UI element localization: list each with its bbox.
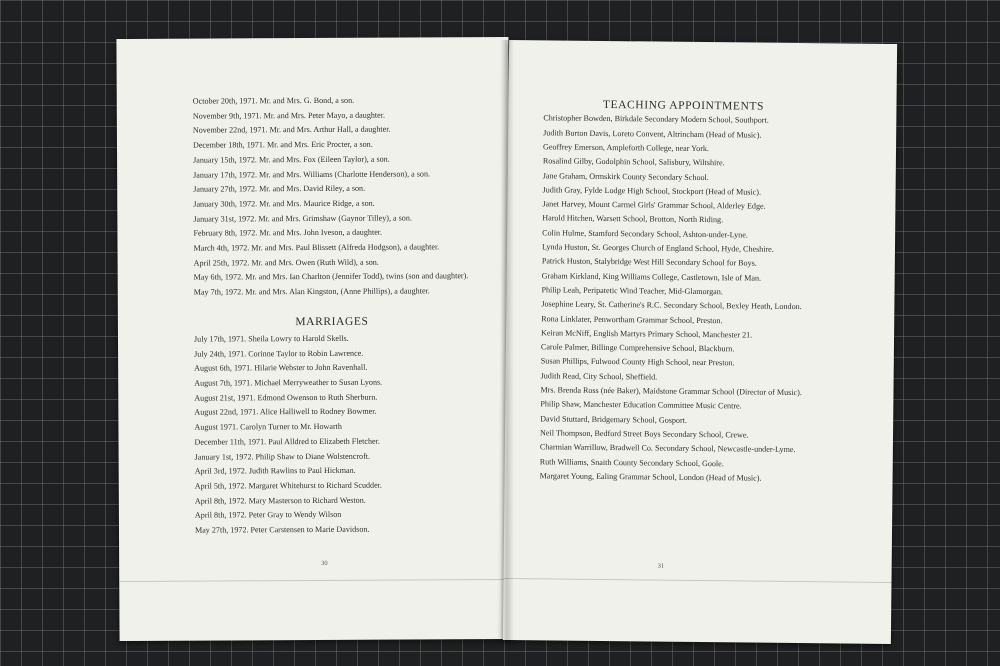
appointment-entry: Susan Phillips, Fulwood County High School, near Preston. xyxy=(540,356,735,368)
birth-entry: November 22nd, 1971. Mr. and Mrs. Arthur Hall, a daughter. xyxy=(192,125,391,136)
appointment-entry: David Stuttard, Bridgemary School, Gosport. xyxy=(540,413,688,425)
marriage-entry: July 24th, 1971. Corinne Taylor to Robin Lawrence. xyxy=(194,348,364,359)
birth-entry: January 31st, 1972. Mr. and Mrs. Grimshaw (Gaynor Tilley), a son. xyxy=(193,213,412,224)
marriages-list xyxy=(194,333,471,536)
left-page-content xyxy=(193,95,471,540)
right-page-content xyxy=(539,99,823,488)
appointment-entry: Harold Hitchen, Warsett School, Brotton, North Riding. xyxy=(542,213,724,225)
marriages-heading: MARRIAGES xyxy=(295,315,369,328)
marriage-entry: August 1971. Carolyn Turner to Mr. Howarth xyxy=(194,422,342,432)
appointment-entry: Carole Palmer, Billinge Comprehensive School, Blackburn. xyxy=(540,342,735,354)
appointment-entry: Colin Hulme, Stamford Secondary School, Ashton-under-Lyne. xyxy=(542,228,748,240)
birth-entry: April 25th, 1972. Mr. and Mrs. Owen (Ruth Wild), a son. xyxy=(193,257,379,268)
marriage-entry: August 7th, 1971. Michael Merryweather to Susan Lyons. xyxy=(194,377,383,388)
right-page xyxy=(503,40,897,644)
marriage-entry: July 17th, 1971. Sheila Lowry to Harold Skells. xyxy=(193,333,349,344)
left-page-number: 30 xyxy=(321,559,328,567)
birth-entry: May 6th, 1972. Mr. and Mrs. Ian Charlton (Jennifer Todd), twins (son and daughter). xyxy=(193,271,469,283)
marriage-entry: May 27th, 1972. Peter Carstensen to Marie Davidson. xyxy=(194,524,370,535)
appointment-entry: Ruth Williams, Snaith County Secondary School, Goole. xyxy=(539,456,724,468)
appointment-entry: Philip Shaw, Manchester Education Committee Music Centre. xyxy=(540,399,742,411)
booklet-spine xyxy=(500,40,514,640)
marriage-entry: December 11th, 1971. Paul Alldred to Elizabeth Fletcher. xyxy=(194,436,380,447)
birth-entry: December 18th, 1971. Mr. and Mrs. Eric Procter, a son. xyxy=(192,139,373,150)
birth-entry: January 17th, 1972. Mr. and Mrs. Williams (Charlotte Henderson), a son. xyxy=(193,168,431,180)
marriage-entry: August 6th, 1971. Hilarie Webster to John Ravenhall. xyxy=(194,363,368,373)
appointment-entry: Judith Gray, Fylde Lodge High School, Stockport (Head of Music). xyxy=(542,185,762,197)
appointments-list xyxy=(540,114,824,485)
appointment-entry: Judith Read, City School, Sheffield. xyxy=(540,371,658,382)
marriage-entry: August 22nd, 1971. Alice Halliwell to Rodney Bowmer. xyxy=(194,407,377,418)
appointment-entry: Christopher Bowden, Birkdale Secondary Modern School, Southport. xyxy=(543,113,769,126)
marriage-entry: April 3rd, 1972. Judith Rawlins to Paul Hickman. xyxy=(194,466,356,476)
appointment-entry: Mrs. Brenda Ross (née Baker), Maidstone Grammar School (Director of Music). xyxy=(540,385,802,398)
birth-entry: November 9th, 1971. Mr. and Mrs. Peter Mayo, a daughter. xyxy=(192,110,386,121)
teaching-appointments-heading: TEACHING APPOINTMENTS xyxy=(602,98,765,113)
appointment-entry: Philip Leah, Peripatetic Wind Teacher, Mid-Glamorgan. xyxy=(541,285,723,297)
births-list xyxy=(193,95,470,298)
marriage-entry: April 8th, 1972. Peter Gray to Wendy Wilson xyxy=(194,510,342,521)
appointment-entry: Josephine Leary, St. Catherine's R.C. Secondary School, Bexley Heath, London. xyxy=(541,299,802,312)
appointment-entry: Patrick Huston, Stalybridge West Hill Secondary School for Boys. xyxy=(541,256,757,268)
marriage-entry: April 8th, 1972. Mary Masterson to Richard Weston. xyxy=(194,495,366,506)
birth-entry: January 30th, 1972. Mr. and Mrs. Maurice Ridge, a son. xyxy=(193,198,375,209)
page-fold-line xyxy=(504,578,892,583)
appointment-entry: Geoffrey Emerson, Ampleforth College, near York. xyxy=(542,142,710,154)
appointment-entry: Neil Thompson, Bedford Street Boys Secondary School, Crewe. xyxy=(539,428,749,440)
left-page xyxy=(116,37,511,641)
appointment-entry: Lynda Huston, St. Georges Church of England School, Hyde, Cheshire. xyxy=(541,242,774,254)
appointment-entry: Keiran McNiff, English Martyrs Primary School, Manchester 21. xyxy=(541,328,753,340)
appointment-entry: Judith Burton Davis, Loreto Convent, Altrincham (Head of Music). xyxy=(543,128,762,140)
appointment-entry: Margaret Young, Ealing Grammar School, London (Head of Music). xyxy=(539,471,762,483)
appointment-entry: Jane Graham, Ormskirk County Secondary School. xyxy=(542,170,709,182)
page-fold-line xyxy=(119,579,511,582)
birth-entry: January 15th, 1972. Mr. and Mrs. Fox (Eileen Taylor), a son. xyxy=(193,154,390,165)
right-page-number: 31 xyxy=(657,562,665,570)
appointment-entry: Rona Linklater, Penwortham Grammar School, Preston. xyxy=(541,313,723,325)
marriage-entry: January 1st, 1972. Philip Shaw to Diane Wolstencroft. xyxy=(194,451,371,462)
birth-entry: May 7th, 1972. Mr. and Mrs. Alan Kingston, (Anne Phillips), a daughter. xyxy=(193,286,430,297)
appointment-entry: Janet Harvey, Mount Carmel Girls' Grammar School, Alderley Edge. xyxy=(542,199,766,211)
appointment-entry: Rosalind Gilby, Godolphin School, Salisbury, Wiltshire. xyxy=(542,156,725,168)
birth-entry: February 8th, 1972. Mr. and Mrs. John Iveson, a daughter. xyxy=(193,227,383,238)
marriage-entry: April 5th, 1972. Margaret Whitehurst to Richard Scudder. xyxy=(194,480,382,491)
marriage-entry: August 21st, 1971. Edmond Owenson to Ruth Sherburn. xyxy=(194,392,378,403)
birth-entry: January 27th, 1972. Mr. and Mrs. David Riley, a son. xyxy=(193,183,366,194)
appointment-entry: Charmian Warrillow, Bradwell Co. Secondary School, Newcastle-under-Lyme. xyxy=(539,442,796,455)
birth-entry: March 4th, 1972. Mr. and Mrs. Paul Blissett (Alfreda Hodgson), a daughter. xyxy=(193,242,440,253)
birth-entry: October 20th, 1971. Mr. and Mrs. G. Bond, a son. xyxy=(192,95,355,106)
appointment-entry: Graham Kirkland, King Williams College, Castletown, Isle of Man. xyxy=(541,271,762,283)
